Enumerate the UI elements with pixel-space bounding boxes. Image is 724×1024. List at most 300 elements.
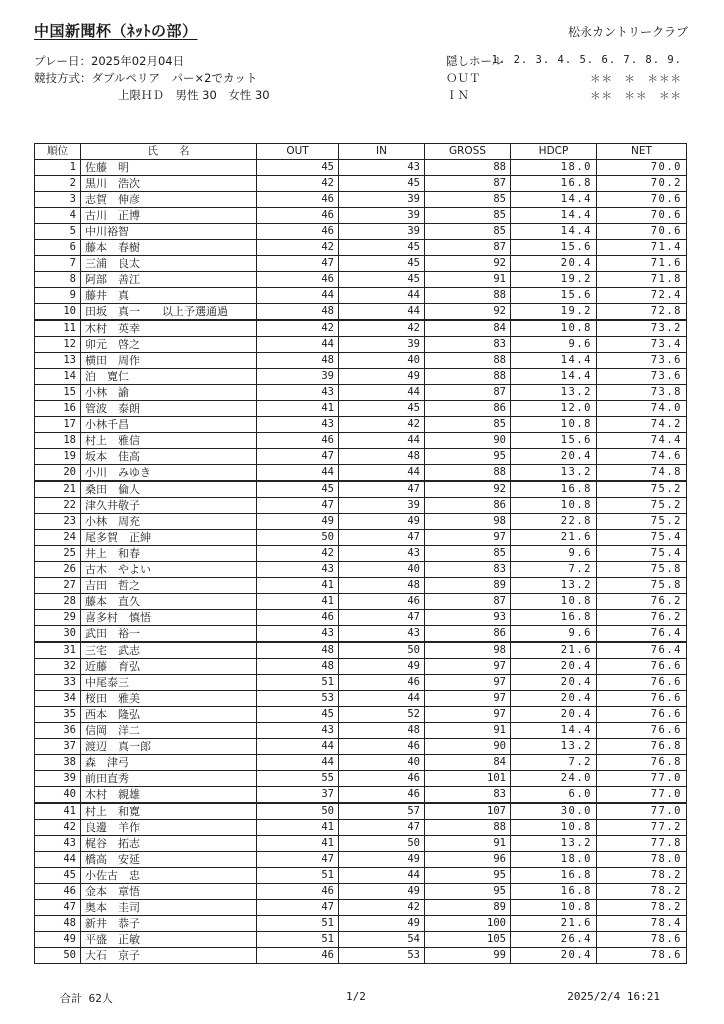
- table-row: [35, 932, 687, 948]
- out-cell: 43: [257, 626, 339, 643]
- net-cell: 74.6: [597, 449, 687, 465]
- net-cell: 70.6: [597, 208, 687, 224]
- gross-cell: 89: [425, 578, 511, 594]
- table-row: [35, 208, 687, 224]
- out-cell: 47: [257, 256, 339, 272]
- hdcp-cell: 21.6: [511, 530, 597, 546]
- in-cell: 42: [339, 320, 425, 337]
- hdcp-cell: 10.8: [511, 900, 597, 916]
- rank-cell: 9: [35, 288, 81, 304]
- hdcp-cell: 22.8: [511, 514, 597, 530]
- gross-cell: 86: [425, 401, 511, 417]
- table-row: [35, 803, 687, 820]
- rank-cell: 17: [35, 417, 81, 433]
- in-cell: 44: [339, 868, 425, 884]
- table-header-row: [35, 144, 687, 160]
- gross-cell: 90: [425, 739, 511, 755]
- out-cell: 55: [257, 771, 339, 787]
- net-cell: 76.8: [597, 755, 687, 771]
- out-cell: 46: [257, 433, 339, 449]
- table-row: [35, 417, 687, 433]
- hdcp-cell: 19.2: [511, 304, 597, 321]
- gross-cell: 83: [425, 787, 511, 804]
- gross-cell: 101: [425, 771, 511, 787]
- rank-cell: 34: [35, 691, 81, 707]
- gross-cell: 83: [425, 562, 511, 578]
- out-cell: 46: [257, 948, 339, 964]
- name-cell: 古川 正博: [81, 208, 257, 224]
- out-cell: 53: [257, 691, 339, 707]
- name-cell: 信岡 洋二: [81, 723, 257, 739]
- table-row: [35, 836, 687, 852]
- net-cell: 74.0: [597, 401, 687, 417]
- gross-cell: 89: [425, 900, 511, 916]
- net-cell: 76.2: [597, 594, 687, 610]
- in-cell: 46: [339, 787, 425, 804]
- net-cell: 78.0: [597, 852, 687, 868]
- name-cell: 森 津弓: [81, 755, 257, 771]
- name-cell: 前田直秀: [81, 771, 257, 787]
- gross-cell: 97: [425, 707, 511, 723]
- col-out-header: OUT: [257, 144, 339, 160]
- hdcp-cell: 15.6: [511, 433, 597, 449]
- net-cell: 76.6: [597, 675, 687, 691]
- gross-cell: 87: [425, 240, 511, 256]
- net-cell: 75.4: [597, 530, 687, 546]
- name-cell: 黒川 浩次: [81, 176, 257, 192]
- out-cell: 43: [257, 562, 339, 578]
- table-row: [35, 594, 687, 610]
- hdcp-cell: 14.4: [511, 723, 597, 739]
- in-cell: 47: [339, 820, 425, 836]
- in-cell: 50: [339, 642, 425, 659]
- table-row: [35, 948, 687, 964]
- name-cell: 桜田 雅美: [81, 691, 257, 707]
- in-cell: 49: [339, 916, 425, 932]
- name-cell: 近藤 育弘: [81, 659, 257, 675]
- gross-cell: 87: [425, 176, 511, 192]
- hdcp-cell: 20.4: [511, 449, 597, 465]
- name-cell: 管波 泰朗: [81, 401, 257, 417]
- out-cell: 46: [257, 884, 339, 900]
- name-cell: 喜多村 慎悟: [81, 610, 257, 626]
- table-row: [35, 288, 687, 304]
- gross-cell: 99: [425, 948, 511, 964]
- out-cell: 51: [257, 932, 339, 948]
- table-row: [35, 160, 687, 176]
- rank-cell: 33: [35, 675, 81, 691]
- table-row: [35, 530, 687, 546]
- rank-cell: 39: [35, 771, 81, 787]
- gross-cell: 90: [425, 433, 511, 449]
- in-cell: 40: [339, 755, 425, 771]
- table-row: [35, 320, 687, 337]
- rank-cell: 26: [35, 562, 81, 578]
- gross-cell: 84: [425, 755, 511, 771]
- name-cell: 小佐古 忠: [81, 868, 257, 884]
- net-cell: 70.0: [597, 160, 687, 176]
- rank-cell: 12: [35, 337, 81, 353]
- hdcp-cell: 18.0: [511, 852, 597, 868]
- in-cell: 49: [339, 514, 425, 530]
- table-row: [35, 675, 687, 691]
- name-cell: 小川 みゆき: [81, 465, 257, 482]
- rank-cell: 7: [35, 256, 81, 272]
- table-row: [35, 304, 687, 321]
- in-cell: 44: [339, 433, 425, 449]
- in-cell: 47: [339, 481, 425, 498]
- hdcp-cell: 16.8: [511, 884, 597, 900]
- col-gross-header: GROSS: [425, 144, 511, 160]
- in-cell: 49: [339, 659, 425, 675]
- col-rank-header: 順位: [35, 144, 81, 160]
- hdcp-cell: 19.2: [511, 272, 597, 288]
- gross-cell: 83: [425, 337, 511, 353]
- in-cell: 39: [339, 224, 425, 240]
- hdcp-cell: 18.0: [511, 160, 597, 176]
- in-cell: 39: [339, 208, 425, 224]
- gross-cell: 98: [425, 514, 511, 530]
- rank-cell: 36: [35, 723, 81, 739]
- net-cell: 77.2: [597, 820, 687, 836]
- gross-cell: 87: [425, 594, 511, 610]
- net-cell: 78.2: [597, 884, 687, 900]
- gross-cell: 105: [425, 932, 511, 948]
- rank-cell: 28: [35, 594, 81, 610]
- club-name: 松永カントリークラブ: [567, 25, 688, 39]
- table-row: [35, 546, 687, 562]
- table-row: [35, 272, 687, 288]
- out-cell: 50: [257, 803, 339, 820]
- net-cell: 70.2: [597, 176, 687, 192]
- rank-cell: 43: [35, 836, 81, 852]
- gross-cell: 97: [425, 691, 511, 707]
- out-cell: 44: [257, 337, 339, 353]
- net-cell: 76.8: [597, 739, 687, 755]
- out-cell: 46: [257, 208, 339, 224]
- name-cell: 阿部 善江: [81, 272, 257, 288]
- table-row: [35, 401, 687, 417]
- table-row: [35, 256, 687, 272]
- hdcp-cell: 10.8: [511, 498, 597, 514]
- in-cell: 44: [339, 465, 425, 482]
- in-cell: 46: [339, 675, 425, 691]
- table-row: [35, 626, 687, 643]
- net-cell: 74.2: [597, 417, 687, 433]
- in-cell: 45: [339, 256, 425, 272]
- out-cell: 43: [257, 723, 339, 739]
- out-cell: 51: [257, 675, 339, 691]
- rank-cell: 31: [35, 642, 81, 659]
- net-cell: 72.8: [597, 304, 687, 321]
- table-row: [35, 820, 687, 836]
- rank-cell: 6: [35, 240, 81, 256]
- in-cell: 47: [339, 610, 425, 626]
- hdcp-cell: 21.6: [511, 916, 597, 932]
- rank-cell: 23: [35, 514, 81, 530]
- hdcp-cell: 9.6: [511, 626, 597, 643]
- gross-cell: 92: [425, 304, 511, 321]
- hdcp-cell: 7.2: [511, 755, 597, 771]
- rank-cell: 45: [35, 868, 81, 884]
- table-row: [35, 723, 687, 739]
- gross-cell: 97: [425, 659, 511, 675]
- name-cell: 橋高 安延: [81, 852, 257, 868]
- out-cell: 48: [257, 642, 339, 659]
- net-cell: 76.2: [597, 610, 687, 626]
- rank-cell: 30: [35, 626, 81, 643]
- hdcp-cell: 14.4: [511, 353, 597, 369]
- in-cell: 54: [339, 932, 425, 948]
- net-cell: 78.6: [597, 932, 687, 948]
- net-cell: 73.8: [597, 385, 687, 401]
- in-cell: 52: [339, 707, 425, 723]
- hdcp-cell: 16.8: [511, 868, 597, 884]
- in-cell: 42: [339, 900, 425, 916]
- net-cell: 77.0: [597, 787, 687, 804]
- net-cell: 74.8: [597, 465, 687, 482]
- hidden-holes-label: 隠しホール: [446, 54, 504, 68]
- gross-cell: 88: [425, 353, 511, 369]
- in-cell: 48: [339, 449, 425, 465]
- hdcp-cell: 14.4: [511, 224, 597, 240]
- hdcp-cell: 15.6: [511, 288, 597, 304]
- net-cell: 75.2: [597, 514, 687, 530]
- rank-cell: 21: [35, 481, 81, 498]
- rank-cell: 16: [35, 401, 81, 417]
- in-cell: 39: [339, 498, 425, 514]
- out-cell: 41: [257, 836, 339, 852]
- table-row: [35, 659, 687, 675]
- hdcp-cell: 14.4: [511, 192, 597, 208]
- out-cell: 48: [257, 659, 339, 675]
- in-cell: 44: [339, 691, 425, 707]
- table-row: [35, 578, 687, 594]
- net-cell: 76.4: [597, 626, 687, 643]
- page-title: 中国新聞杯（ﾈｯﾄの部）: [34, 22, 198, 40]
- rank-cell: 25: [35, 546, 81, 562]
- net-cell: 73.6: [597, 369, 687, 385]
- in-cell: 46: [339, 594, 425, 610]
- table-row: [35, 900, 687, 916]
- rank-cell: 46: [35, 884, 81, 900]
- gross-cell: 92: [425, 481, 511, 498]
- rank-cell: 11: [35, 320, 81, 337]
- out-cell: 47: [257, 852, 339, 868]
- in-cell: 43: [339, 160, 425, 176]
- gross-cell: 100: [425, 916, 511, 932]
- gross-cell: 86: [425, 626, 511, 643]
- name-cell: 三宅 武志: [81, 642, 257, 659]
- hdcp-cell: 13.2: [511, 739, 597, 755]
- hidden-holes-value: 1. 2. 3. 4. 5. 6. 7. 8. 9.: [491, 54, 682, 66]
- name-cell: 西本 隆弘: [81, 707, 257, 723]
- hdcp-cell: 16.8: [511, 610, 597, 626]
- gross-cell: 93: [425, 610, 511, 626]
- net-cell: 76.4: [597, 642, 687, 659]
- name-cell: 卯元 啓之: [81, 337, 257, 353]
- name-cell: 津久井敬子: [81, 498, 257, 514]
- hdcp-cell: 14.4: [511, 369, 597, 385]
- table-row: [35, 481, 687, 498]
- net-cell: 75.4: [597, 546, 687, 562]
- hdcp-cell: 10.8: [511, 594, 597, 610]
- print-timestamp: 2025/2/4 16:21: [567, 990, 660, 1003]
- rank-cell: 1: [35, 160, 81, 176]
- out-cell: 42: [257, 546, 339, 562]
- table-row: [35, 852, 687, 868]
- in-cell: 45: [339, 272, 425, 288]
- name-cell: 新井 恭子: [81, 916, 257, 932]
- hdcp-cell: 12.0: [511, 401, 597, 417]
- table-row: [35, 691, 687, 707]
- in-cell: 57: [339, 803, 425, 820]
- out-cell: 47: [257, 449, 339, 465]
- table-row: [35, 868, 687, 884]
- gross-cell: 91: [425, 723, 511, 739]
- rank-cell: 41: [35, 803, 81, 820]
- in-cell: 40: [339, 353, 425, 369]
- rank-cell: 44: [35, 852, 81, 868]
- name-cell: 藤本 直久: [81, 594, 257, 610]
- hdcp-cell: 13.2: [511, 385, 597, 401]
- table-row: [35, 771, 687, 787]
- gross-cell: 84: [425, 320, 511, 337]
- net-cell: 75.2: [597, 481, 687, 498]
- table-row: [35, 739, 687, 755]
- in-cell: 48: [339, 723, 425, 739]
- rank-cell: 49: [35, 932, 81, 948]
- hdcp-cell: 16.8: [511, 176, 597, 192]
- in-cell: 44: [339, 288, 425, 304]
- name-cell: 古木 やよい: [81, 562, 257, 578]
- table-row: [35, 642, 687, 659]
- out-cell: 46: [257, 610, 339, 626]
- hdcp-cell: 15.6: [511, 240, 597, 256]
- hdcp-cell: 10.8: [511, 820, 597, 836]
- in-cell: 43: [339, 626, 425, 643]
- in-cell: 47: [339, 530, 425, 546]
- rank-cell: 2: [35, 176, 81, 192]
- rank-cell: 13: [35, 353, 81, 369]
- gross-cell: 86: [425, 498, 511, 514]
- name-cell: 中川裕智: [81, 224, 257, 240]
- name-cell: 小林 周充: [81, 514, 257, 530]
- out-cell: 46: [257, 192, 339, 208]
- table-row: [35, 514, 687, 530]
- name-cell: 泊 寛仁: [81, 369, 257, 385]
- rank-cell: 32: [35, 659, 81, 675]
- net-cell: 77.0: [597, 771, 687, 787]
- hdcp-cell: 13.2: [511, 836, 597, 852]
- gross-cell: 88: [425, 369, 511, 385]
- hdcp-cell: 20.4: [511, 691, 597, 707]
- name-cell: 田坂 真一 以上予選通過: [81, 304, 257, 321]
- gross-cell: 91: [425, 272, 511, 288]
- table-row: [35, 240, 687, 256]
- rank-cell: 14: [35, 369, 81, 385]
- col-hdcp-header: HDCP: [511, 144, 597, 160]
- hdcp-cell: 20.4: [511, 948, 597, 964]
- gross-cell: 95: [425, 868, 511, 884]
- gross-cell: 91: [425, 836, 511, 852]
- out-cell: 44: [257, 288, 339, 304]
- name-cell: 藤本 春樹: [81, 240, 257, 256]
- rank-cell: 37: [35, 739, 81, 755]
- in-cell: 53: [339, 948, 425, 964]
- gross-cell: 87: [425, 385, 511, 401]
- hdcp-cell: 20.4: [511, 707, 597, 723]
- in-cell: 45: [339, 240, 425, 256]
- rank-cell: 27: [35, 578, 81, 594]
- out-cell: 46: [257, 224, 339, 240]
- rank-cell: 38: [35, 755, 81, 771]
- in-cell: 49: [339, 852, 425, 868]
- net-cell: 76.6: [597, 659, 687, 675]
- out-cell: 47: [257, 900, 339, 916]
- hdcp-cell: 26.4: [511, 932, 597, 948]
- gross-cell: 96: [425, 852, 511, 868]
- net-cell: 78.6: [597, 948, 687, 964]
- out-cell: 49: [257, 514, 339, 530]
- net-cell: 72.4: [597, 288, 687, 304]
- net-cell: 76.6: [597, 723, 687, 739]
- out-cell: 45: [257, 160, 339, 176]
- name-cell: 梶谷 拓志: [81, 836, 257, 852]
- gross-cell: 95: [425, 449, 511, 465]
- out-cell: 48: [257, 353, 339, 369]
- in-cell: 45: [339, 176, 425, 192]
- hdcp-cell: 24.0: [511, 771, 597, 787]
- net-cell: 73.6: [597, 353, 687, 369]
- gross-cell: 88: [425, 820, 511, 836]
- hdcp-cell: 20.4: [511, 256, 597, 272]
- rank-cell: 47: [35, 900, 81, 916]
- table-row: [35, 610, 687, 626]
- table-row: [35, 562, 687, 578]
- rank-cell: 50: [35, 948, 81, 964]
- rank-cell: 24: [35, 530, 81, 546]
- results-body: [35, 160, 687, 964]
- table-row: [35, 192, 687, 208]
- table-row: [35, 385, 687, 401]
- name-cell: 渡辺 真一郎: [81, 739, 257, 755]
- rank-cell: 48: [35, 916, 81, 932]
- in-cell: 39: [339, 192, 425, 208]
- net-cell: 77.8: [597, 836, 687, 852]
- name-cell: 木村 親雄: [81, 787, 257, 804]
- out-cell: 45: [257, 481, 339, 498]
- hdcp-cell: 10.8: [511, 417, 597, 433]
- name-cell: 中尾泰三: [81, 675, 257, 691]
- table-row: [35, 755, 687, 771]
- out-cell: 51: [257, 916, 339, 932]
- in-cell: 49: [339, 884, 425, 900]
- net-cell: 76.6: [597, 707, 687, 723]
- rank-cell: 22: [35, 498, 81, 514]
- name-cell: 横田 周作: [81, 353, 257, 369]
- gross-cell: 97: [425, 530, 511, 546]
- net-cell: 70.6: [597, 224, 687, 240]
- out-cell: 41: [257, 578, 339, 594]
- name-cell: 小林 諭: [81, 385, 257, 401]
- hdcp-cell: 16.8: [511, 481, 597, 498]
- competition-format: 競技方式：ダブルペリア パー×2でカット: [34, 71, 258, 85]
- hdcp-cell: 9.6: [511, 546, 597, 562]
- page-number: 1/2: [346, 990, 366, 1003]
- out-cell: 41: [257, 401, 339, 417]
- name-cell: 井上 和春: [81, 546, 257, 562]
